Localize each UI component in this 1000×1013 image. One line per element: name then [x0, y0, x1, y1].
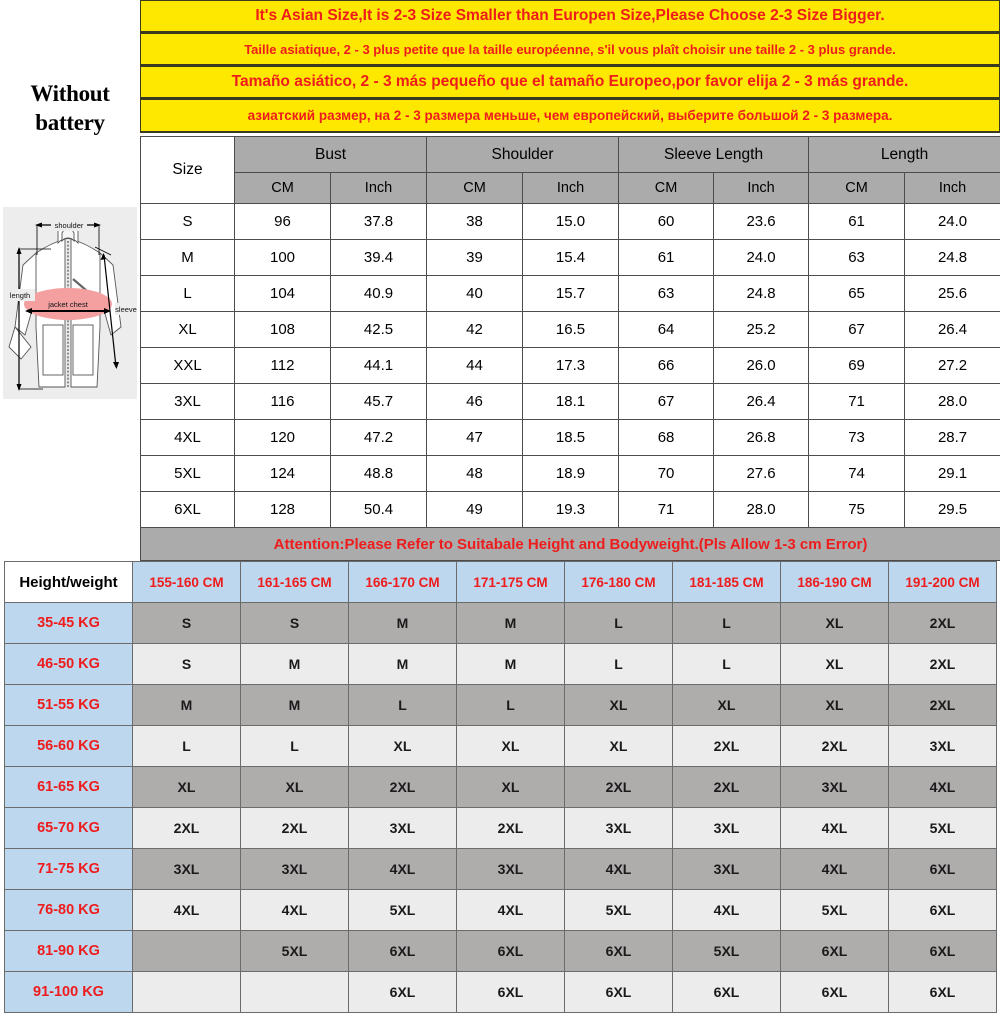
recommended-size: L: [673, 644, 781, 685]
recommended-size: 3XL: [673, 849, 781, 890]
weight-row-label: 71-75 KG: [5, 849, 133, 890]
recommended-size: 3XL: [673, 808, 781, 849]
recommended-size: [133, 972, 241, 1013]
group-header-shoulder: Shoulder: [427, 137, 619, 173]
weight-row-label: 65-70 KG: [5, 808, 133, 849]
length-cm: 63: [809, 240, 905, 276]
size-label: 3XL: [141, 384, 235, 420]
recommended-size: 2XL: [781, 726, 889, 767]
recommended-size: XL: [673, 685, 781, 726]
height-column-header: 186-190 CM: [781, 562, 889, 603]
recommended-size: 4XL: [673, 890, 781, 931]
unit-header-bust-inch: Inch: [331, 173, 427, 204]
recommended-size: M: [241, 685, 349, 726]
size-label: 6XL: [141, 492, 235, 528]
length-cm: 61: [809, 204, 905, 240]
weight-row-label: 61-65 KG: [5, 767, 133, 808]
shoulder-cm: 44: [427, 348, 523, 384]
sleeve-inch: 24.0: [714, 240, 809, 276]
shoulder-inch: 17.3: [523, 348, 619, 384]
length-inch: 28.0: [905, 384, 1000, 420]
shoulder-inch: 18.1: [523, 384, 619, 420]
bust-cm: 104: [235, 276, 331, 312]
recommended-size: 6XL: [565, 931, 673, 972]
recommended-size: XL: [133, 767, 241, 808]
shoulder-cm: 47: [427, 420, 523, 456]
recommended-size: XL: [241, 767, 349, 808]
recommended-size: M: [457, 644, 565, 685]
recommended-size: M: [349, 644, 457, 685]
recommended-size: 5XL: [673, 931, 781, 972]
recommended-size: [241, 972, 349, 1013]
notice-line-en: It's Asian Size,It is 2-3 Size Smaller than Europen Size,Please Choose 2-3 Size Bigger.: [140, 0, 1000, 33]
recommended-size: XL: [457, 767, 565, 808]
bust-inch: 40.9: [331, 276, 427, 312]
table-row: [5, 767, 997, 808]
bust-inch: 45.7: [331, 384, 427, 420]
recommended-size: XL: [565, 685, 673, 726]
size-table-group-header-row: [141, 137, 1000, 173]
sleeve-inch: 26.4: [714, 384, 809, 420]
length-cm: 73: [809, 420, 905, 456]
shoulder-cm: 40: [427, 276, 523, 312]
size-column-header: Size: [141, 137, 235, 204]
recommended-size: S: [133, 644, 241, 685]
page-title: Without battery: [0, 80, 140, 138]
recommended-size: 4XL: [133, 890, 241, 931]
recommended-size: 4XL: [781, 849, 889, 890]
sleeve-cm: 68: [619, 420, 714, 456]
recommended-size: 2XL: [673, 767, 781, 808]
svg-text:jacket chest: jacket chest: [47, 300, 89, 309]
recommended-size: 3XL: [133, 849, 241, 890]
table-row: [5, 808, 997, 849]
table-row: [5, 972, 997, 1013]
recommended-size: 6XL: [673, 972, 781, 1013]
bust-cm: 128: [235, 492, 331, 528]
table-row: [5, 849, 997, 890]
sleeve-inch: 27.6: [714, 456, 809, 492]
recommended-size: [133, 931, 241, 972]
notice-line-ru: азиатский размер, на 2 - 3 размера меньше, чем европейский, выберите большой 2 - 3 размера.: [140, 99, 1000, 133]
recommended-size: S: [241, 603, 349, 644]
recommended-size: 2XL: [349, 767, 457, 808]
length-cm: 74: [809, 456, 905, 492]
recommended-size: XL: [457, 726, 565, 767]
recommended-size: XL: [781, 603, 889, 644]
table-row: [141, 456, 1000, 492]
sleeve-inch: 26.8: [714, 420, 809, 456]
shoulder-cm: 42: [427, 312, 523, 348]
table-row: [141, 420, 1000, 456]
shoulder-cm: 46: [427, 384, 523, 420]
recommended-size: 2XL: [241, 808, 349, 849]
recommended-size: XL: [781, 685, 889, 726]
unit-header-sleeve-inch: Inch: [714, 173, 809, 204]
recommended-size: 6XL: [349, 931, 457, 972]
bust-inch: 39.4: [331, 240, 427, 276]
recommended-size: 2XL: [133, 808, 241, 849]
size-measurement-table: [140, 136, 1000, 561]
size-label: M: [141, 240, 235, 276]
table-row: [141, 492, 1000, 528]
sleeve-cm: 70: [619, 456, 714, 492]
weight-row-label: 51-55 KG: [5, 685, 133, 726]
recommended-size: L: [565, 644, 673, 685]
recommended-size: 2XL: [889, 685, 997, 726]
shoulder-inch: 18.5: [523, 420, 619, 456]
recommended-size: L: [133, 726, 241, 767]
shoulder-cm: 39: [427, 240, 523, 276]
recommended-size: 6XL: [889, 931, 997, 972]
size-label: 5XL: [141, 456, 235, 492]
length-cm: 75: [809, 492, 905, 528]
unit-header-shoulder-inch: Inch: [523, 173, 619, 204]
recommended-size: 6XL: [349, 972, 457, 1013]
sleeve-inch: 23.6: [714, 204, 809, 240]
unit-header-shoulder-cm: CM: [427, 173, 523, 204]
length-inch: 26.4: [905, 312, 1000, 348]
bust-inch: 50.4: [331, 492, 427, 528]
recommended-size: 6XL: [889, 890, 997, 931]
weight-row-label: 46-50 KG: [5, 644, 133, 685]
shoulder-inch: 15.4: [523, 240, 619, 276]
table-row: [5, 644, 997, 685]
height-column-header: 176-180 CM: [565, 562, 673, 603]
recommended-size: 6XL: [457, 931, 565, 972]
sleeve-cm: 63: [619, 276, 714, 312]
height-weight-size-table: [4, 561, 997, 1013]
table-row: [5, 726, 997, 767]
length-inch: 24.0: [905, 204, 1000, 240]
length-cm: 65: [809, 276, 905, 312]
recommended-size: 3XL: [457, 849, 565, 890]
recommended-size: 5XL: [565, 890, 673, 931]
table-row: [5, 685, 997, 726]
table-row: [141, 348, 1000, 384]
recommended-size: XL: [349, 726, 457, 767]
bust-cm: 112: [235, 348, 331, 384]
weight-row-label: 35-45 KG: [5, 603, 133, 644]
recommended-size: 4XL: [565, 849, 673, 890]
recommended-size: 3XL: [889, 726, 997, 767]
length-inch: 27.2: [905, 348, 1000, 384]
sleeve-cm: 61: [619, 240, 714, 276]
sleeve-inch: 25.2: [714, 312, 809, 348]
recommended-size: 5XL: [889, 808, 997, 849]
recommended-size: M: [241, 644, 349, 685]
recommended-size: 6XL: [781, 972, 889, 1013]
size-label: XL: [141, 312, 235, 348]
bust-cm: 96: [235, 204, 331, 240]
jacket-measurement-diagram: [3, 207, 137, 399]
table-row: [141, 276, 1000, 312]
length-cm: 71: [809, 384, 905, 420]
recommended-size: 3XL: [349, 808, 457, 849]
height-column-header: 171-175 CM: [457, 562, 565, 603]
shoulder-cm: 48: [427, 456, 523, 492]
size-table-unit-header-row: [141, 173, 1000, 204]
length-inch: 25.6: [905, 276, 1000, 312]
shoulder-cm: 49: [427, 492, 523, 528]
height-column-header: 191-200 CM: [889, 562, 997, 603]
table-row: [141, 204, 1000, 240]
recommended-size: 4XL: [241, 890, 349, 931]
recommended-size: 6XL: [889, 849, 997, 890]
bust-inch: 44.1: [331, 348, 427, 384]
table-row: [141, 240, 1000, 276]
height-column-header: 166-170 CM: [349, 562, 457, 603]
sleeve-cm: 64: [619, 312, 714, 348]
svg-text:sleeve: sleeve: [115, 305, 137, 314]
shoulder-inch: 18.9: [523, 456, 619, 492]
length-inch: 29.5: [905, 492, 1000, 528]
recommended-size: 2XL: [889, 603, 997, 644]
size-label: S: [141, 204, 235, 240]
notice-banner: [140, 0, 1000, 133]
length-cm: 69: [809, 348, 905, 384]
length-inch: 24.8: [905, 240, 1000, 276]
weight-row-label: 81-90 KG: [5, 931, 133, 972]
height-column-header: 161-165 CM: [241, 562, 349, 603]
height-weight-header-row: [5, 562, 997, 603]
left-panel: [0, 0, 140, 552]
recommended-size: L: [349, 685, 457, 726]
recommended-size: 6XL: [781, 931, 889, 972]
recommended-size: 4XL: [349, 849, 457, 890]
size-label: XXL: [141, 348, 235, 384]
recommended-size: 3XL: [781, 767, 889, 808]
height-column-header: 181-185 CM: [673, 562, 781, 603]
recommended-size: L: [673, 603, 781, 644]
recommended-size: 5XL: [349, 890, 457, 931]
table-row: [141, 384, 1000, 420]
bust-cm: 108: [235, 312, 331, 348]
recommended-size: M: [349, 603, 457, 644]
recommended-size: L: [457, 685, 565, 726]
table-row: [5, 931, 997, 972]
group-header-bust: Bust: [235, 137, 427, 173]
table-row: [5, 890, 997, 931]
weight-row-label: 91-100 KG: [5, 972, 133, 1013]
unit-header-sleeve-cm: CM: [619, 173, 714, 204]
shoulder-inch: 15.7: [523, 276, 619, 312]
recommended-size: L: [241, 726, 349, 767]
recommended-size: 5XL: [781, 890, 889, 931]
shoulder-inch: 16.5: [523, 312, 619, 348]
svg-text:shoulder: shoulder: [55, 221, 84, 230]
table-row: [141, 312, 1000, 348]
recommended-size: XL: [565, 726, 673, 767]
height-column-header: 155-160 CM: [133, 562, 241, 603]
group-header-length: Length: [809, 137, 1000, 173]
bust-inch: 48.8: [331, 456, 427, 492]
bust-cm: 116: [235, 384, 331, 420]
sleeve-cm: 60: [619, 204, 714, 240]
table-row: [5, 603, 997, 644]
bust-cm: 124: [235, 456, 331, 492]
recommended-size: L: [565, 603, 673, 644]
recommended-size: 5XL: [241, 931, 349, 972]
recommended-size: 2XL: [565, 767, 673, 808]
recommended-size: S: [133, 603, 241, 644]
shoulder-inch: 19.3: [523, 492, 619, 528]
recommended-size: 4XL: [457, 890, 565, 931]
unit-header-length-inch: Inch: [905, 173, 1000, 204]
weight-row-label: 76-80 KG: [5, 890, 133, 931]
size-label: 4XL: [141, 420, 235, 456]
shoulder-inch: 15.0: [523, 204, 619, 240]
sleeve-cm: 71: [619, 492, 714, 528]
group-header-sleeve-length: Sleeve Length: [619, 137, 809, 173]
sleeve-inch: 26.0: [714, 348, 809, 384]
recommended-size: XL: [781, 644, 889, 685]
recommended-size: 6XL: [889, 972, 997, 1013]
bust-cm: 120: [235, 420, 331, 456]
sleeve-inch: 28.0: [714, 492, 809, 528]
weight-row-label: 56-60 KG: [5, 726, 133, 767]
length-inch: 28.7: [905, 420, 1000, 456]
attention-row: [141, 528, 1000, 561]
svg-text:length: length: [10, 291, 30, 300]
sleeve-inch: 24.8: [714, 276, 809, 312]
sleeve-cm: 66: [619, 348, 714, 384]
recommended-size: 2XL: [457, 808, 565, 849]
recommended-size: 3XL: [241, 849, 349, 890]
recommended-size: M: [133, 685, 241, 726]
recommended-size: 3XL: [565, 808, 673, 849]
unit-header-bust-cm: CM: [235, 173, 331, 204]
unit-header-length-cm: CM: [809, 173, 905, 204]
attention-note: Attention:Please Refer to Suitabale Height and Bodyweight.(Pls Allow 1-3 cm Error): [141, 528, 1000, 561]
notice-line-es: Tamaño asiático, 2 - 3 más pequeño que el tamaño Europeo,por favor elija 2 - 3 más grande.: [140, 66, 1000, 99]
recommended-size: 4XL: [781, 808, 889, 849]
recommended-size: 4XL: [889, 767, 997, 808]
length-cm: 67: [809, 312, 905, 348]
length-inch: 29.1: [905, 456, 1000, 492]
notice-line-fr: Taille asiatique, 2 - 3 plus petite que la taille européenne, s'il vous plaît choisir une taille 2 - 3 plus grande.: [140, 33, 1000, 66]
recommended-size: 6XL: [565, 972, 673, 1013]
size-label: L: [141, 276, 235, 312]
recommended-size: 2XL: [673, 726, 781, 767]
sleeve-cm: 67: [619, 384, 714, 420]
shoulder-cm: 38: [427, 204, 523, 240]
bust-inch: 47.2: [331, 420, 427, 456]
bust-inch: 37.8: [331, 204, 427, 240]
recommended-size: 2XL: [889, 644, 997, 685]
bust-inch: 42.5: [331, 312, 427, 348]
bust-cm: 100: [235, 240, 331, 276]
recommended-size: M: [457, 603, 565, 644]
height-weight-corner-label: Height/weight: [5, 562, 133, 603]
recommended-size: 6XL: [457, 972, 565, 1013]
